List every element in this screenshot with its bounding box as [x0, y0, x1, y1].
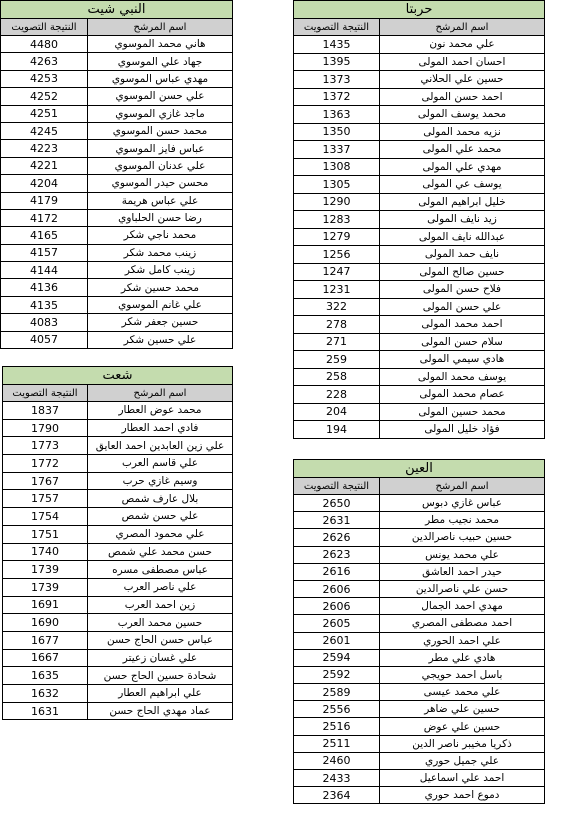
candidate-name: شحادة حسين الحاج حسن [88, 667, 233, 685]
vote-count: 2460 [294, 752, 380, 769]
vote-count: 1739 [3, 561, 88, 579]
table-row [294, 421, 545, 439]
table-row [294, 53, 545, 71]
candidate-name: حسين صالح المولى [380, 263, 545, 281]
table-row [1, 122, 233, 139]
table-row [3, 631, 233, 649]
vote-count: 1350 [294, 123, 380, 141]
candidate-name: محمد عوض العطار [88, 402, 233, 420]
table-row [1, 227, 233, 244]
table-row [294, 193, 545, 211]
vote-count: 1740 [3, 543, 88, 561]
candidate-name: علي غسان زعيتر [88, 649, 233, 667]
table-row [294, 770, 545, 787]
table-row [1, 88, 233, 105]
candidate-name: علي احمد الحوري [380, 632, 545, 649]
vote-count: 2623 [294, 546, 380, 563]
candidate-name: حسين علي الحلاني [380, 71, 545, 89]
table-row [294, 211, 545, 229]
table-nabi-sheet [0, 0, 233, 349]
vote-count: 1435 [294, 36, 380, 54]
vote-count: 204 [294, 403, 380, 421]
candidate-name: دموع احمد حوري [380, 787, 545, 804]
candidate-name: محمد حسين المولى [380, 403, 545, 421]
table-row [294, 495, 545, 512]
vote-count: 1337 [294, 141, 380, 159]
vote-count: 1667 [3, 649, 88, 667]
candidate-name: علي محمد عيسى [380, 684, 545, 701]
candidate-name: احمد حسن المولى [380, 88, 545, 106]
candidate-name: نزيه محمد المولى [380, 123, 545, 141]
table-row [3, 578, 233, 596]
table-row [294, 529, 545, 546]
candidate-name: مهدي عباس الموسوي [88, 70, 233, 87]
vote-count: 1739 [3, 578, 88, 596]
table-row [3, 472, 233, 490]
candidate-name: يوسف عي المولى [380, 176, 545, 194]
vote-count: 2594 [294, 649, 380, 666]
candidate-name: باسل احمد حويجي [380, 666, 545, 683]
vote-count: 4135 [1, 296, 88, 313]
vote-count: 1283 [294, 211, 380, 229]
column-header-candidate: اسم المرشح [88, 385, 233, 402]
table-row [3, 667, 233, 685]
vote-count: 1308 [294, 158, 380, 176]
column-header-result: النتيجة التصويت [294, 478, 380, 495]
candidate-name: علي عدنان الموسوي [88, 157, 233, 174]
vote-count: 2616 [294, 563, 380, 580]
vote-count: 4165 [1, 227, 88, 244]
table-row [3, 561, 233, 579]
candidate-name: احمد علي اسماعيل [380, 770, 545, 787]
vote-count: 1247 [294, 263, 380, 281]
candidate-name: عماد مهدي الحاج حسن [88, 702, 233, 720]
candidate-name: محمد علي المولى [380, 141, 545, 159]
candidate-name: محمد يوسف المولى [380, 106, 545, 124]
vote-count: 2606 [294, 598, 380, 615]
table-row [3, 402, 233, 420]
candidate-name: وسيم غازي حرب [88, 472, 233, 490]
table-row [294, 36, 545, 54]
table-row [294, 246, 545, 264]
candidate-name: محسن حيدر الموسوي [88, 175, 233, 192]
candidate-name: حسين علي ضاهر [380, 701, 545, 718]
table-row [1, 53, 233, 70]
table-row [294, 281, 545, 299]
table-row [3, 685, 233, 703]
table-row [294, 718, 545, 735]
candidate-name: علي محمود المصري [88, 525, 233, 543]
candidate-name: علي عباس هريمة [88, 192, 233, 209]
table-row [1, 157, 233, 174]
vote-count: 1837 [3, 402, 88, 420]
vote-count: 1754 [3, 508, 88, 526]
candidate-name: مهدي احمد الجمال [380, 598, 545, 615]
candidate-name: زينب كامل شكر [88, 262, 233, 279]
vote-count: 228 [294, 386, 380, 404]
table-row [294, 106, 545, 124]
table-row [1, 279, 233, 296]
vote-count: 259 [294, 351, 380, 369]
table-row [1, 105, 233, 122]
vote-count: 2511 [294, 735, 380, 752]
table-row [294, 228, 545, 246]
candidate-name: فادي احمد العطار [88, 419, 233, 437]
vote-count: 2364 [294, 787, 380, 804]
vote-count: 4144 [1, 262, 88, 279]
candidate-name: هادي سيمي المولى [380, 351, 545, 369]
vote-count: 1790 [3, 419, 88, 437]
candidate-name: عباس مصطفى مسره [88, 561, 233, 579]
table-harbata [293, 0, 545, 439]
vote-count: 2606 [294, 580, 380, 597]
vote-count: 2631 [294, 512, 380, 529]
vote-count: 4253 [1, 70, 88, 87]
vote-count: 258 [294, 368, 380, 386]
candidate-name: احمد مصطفى المصري [380, 615, 545, 632]
table-row [294, 701, 545, 718]
vote-count: 1772 [3, 455, 88, 473]
table-row [3, 649, 233, 667]
candidate-name: علي ناصر العرب [88, 578, 233, 596]
vote-count: 4136 [1, 279, 88, 296]
candidate-name: علي حسين شكر [88, 331, 233, 348]
vote-count: 2605 [294, 615, 380, 632]
table-row [1, 192, 233, 209]
table-row [3, 419, 233, 437]
vote-count: 271 [294, 333, 380, 351]
table-row [294, 787, 545, 804]
vote-count: 1690 [3, 614, 88, 632]
vote-count: 4252 [1, 88, 88, 105]
candidate-name: ذكريا مخيبر ناصر الدين [380, 735, 545, 752]
table-row [294, 735, 545, 752]
column-header-candidate: اسم المرشح [380, 478, 545, 495]
vote-count: 2626 [294, 529, 380, 546]
candidate-name: زين احمد العرب [88, 596, 233, 614]
vote-count: 1757 [3, 490, 88, 508]
vote-count: 1677 [3, 631, 88, 649]
candidate-name: احسان احمد المولى [380, 53, 545, 71]
vote-count: 2601 [294, 632, 380, 649]
candidate-name: مهدي علي المولى [380, 158, 545, 176]
vote-count: 4057 [1, 331, 88, 348]
vote-count: 322 [294, 298, 380, 316]
vote-count: 4083 [1, 314, 88, 331]
candidate-name: حسن علي ناصرالدين [380, 580, 545, 597]
table-row [294, 141, 545, 159]
table-row [1, 140, 233, 157]
vote-count: 1632 [3, 685, 88, 703]
candidate-name: زيد نايف المولى [380, 211, 545, 229]
table-row [3, 596, 233, 614]
candidate-name: فؤاد خليل المولى [380, 421, 545, 439]
vote-count: 4157 [1, 244, 88, 261]
column-header-result: النتيجة التصويت [1, 19, 88, 36]
table-shaat [2, 366, 233, 720]
candidate-name: محمد حسين شكر [88, 279, 233, 296]
vote-count: 1363 [294, 106, 380, 124]
candidate-name: علي حسن الموسوي [88, 88, 233, 105]
vote-count: 1631 [3, 702, 88, 720]
table-row [294, 71, 545, 89]
vote-count: 2589 [294, 684, 380, 701]
table-row [3, 437, 233, 455]
table-row [294, 176, 545, 194]
table-row [294, 546, 545, 563]
vote-count: 1372 [294, 88, 380, 106]
table-row [1, 175, 233, 192]
candidate-name: حسن محمد علي شمص [88, 543, 233, 561]
candidate-name: عبدالله نايف المولى [380, 228, 545, 246]
candidate-name: حسين حبيب ناصرالدين [380, 529, 545, 546]
table-row [294, 598, 545, 615]
table-row [294, 512, 545, 529]
table-row [1, 209, 233, 226]
vote-count: 2592 [294, 666, 380, 683]
table-row [3, 543, 233, 561]
table-row [1, 314, 233, 331]
candidate-name: خليل ابراهيم المولى [380, 193, 545, 211]
table-title: النبي شيت [1, 1, 233, 19]
column-header-candidate: اسم المرشح [380, 19, 545, 36]
vote-count: 2516 [294, 718, 380, 735]
vote-count: 194 [294, 421, 380, 439]
table-row [294, 684, 545, 701]
table-title: حربتا [294, 1, 545, 19]
candidate-name: حسين جعفر شكر [88, 314, 233, 331]
vote-count: 1231 [294, 281, 380, 299]
table-row [3, 455, 233, 473]
vote-count: 4245 [1, 122, 88, 139]
vote-count: 1751 [3, 525, 88, 543]
vote-count: 1290 [294, 193, 380, 211]
candidate-name: هادي علي مطر [380, 649, 545, 666]
candidate-name: نايف حمد المولى [380, 246, 545, 264]
candidate-name: بلال عارف شمص [88, 490, 233, 508]
table-row [294, 649, 545, 666]
table-row [1, 36, 233, 53]
candidate-name: ماجد غازي الموسوي [88, 105, 233, 122]
vote-count: 4251 [1, 105, 88, 122]
candidate-name: علي محمد يونس [380, 546, 545, 563]
vote-count: 4179 [1, 192, 88, 209]
candidate-name: محمد نجيب مطر [380, 512, 545, 529]
candidate-name: علي زين العابدين احمد العايق [88, 437, 233, 455]
candidate-name: عباس حسن الحاج حسن [88, 631, 233, 649]
vote-count: 4223 [1, 140, 88, 157]
vote-count: 1691 [3, 596, 88, 614]
vote-count: 1373 [294, 71, 380, 89]
vote-count: 2556 [294, 701, 380, 718]
table-row [294, 316, 545, 334]
table-row [1, 296, 233, 313]
table-row [294, 298, 545, 316]
vote-count: 1305 [294, 176, 380, 194]
table-row [294, 615, 545, 632]
column-header-result: النتيجة التصويت [294, 19, 380, 36]
candidate-name: سلام حسن المولى [380, 333, 545, 351]
table-row [294, 88, 545, 106]
table-row [294, 403, 545, 421]
table-row [3, 614, 233, 632]
candidate-name: علي جميل حوري [380, 752, 545, 769]
vote-count: 4221 [1, 157, 88, 174]
candidate-name: زينب محمد شكر [88, 244, 233, 261]
candidate-name: احمد محمد المولى [380, 316, 545, 334]
table-row [294, 333, 545, 351]
vote-count: 4172 [1, 209, 88, 226]
table-row [3, 525, 233, 543]
table-row [294, 368, 545, 386]
candidate-name: علي حسن المولى [380, 298, 545, 316]
candidate-name: علي ابراهيم العطار [88, 685, 233, 703]
table-row [294, 632, 545, 649]
table-row [294, 666, 545, 683]
table-row [294, 386, 545, 404]
table-row [294, 752, 545, 769]
candidate-name: عباس غازي دبوس [380, 495, 545, 512]
candidate-name: جهاد علي الموسوي [88, 53, 233, 70]
candidate-name: علي حسن شمص [88, 508, 233, 526]
candidate-name: فلاح حسن المولى [380, 281, 545, 299]
table-row [294, 563, 545, 580]
vote-count: 4480 [1, 36, 88, 53]
candidate-name: محمد حسن الموسوي [88, 122, 233, 139]
table-row [1, 70, 233, 87]
candidate-name: هاني محمد الموسوي [88, 36, 233, 53]
candidate-name: محمد ناجي شكر [88, 227, 233, 244]
candidate-name: علي محمد نون [380, 36, 545, 54]
candidate-name: حيدر احمد العاشق [380, 563, 545, 580]
table-ain [293, 459, 545, 804]
vote-count: 1773 [3, 437, 88, 455]
candidate-name: حسين علي عوض [380, 718, 545, 735]
vote-count: 278 [294, 316, 380, 334]
table-title: العين [294, 460, 545, 478]
vote-count: 1256 [294, 246, 380, 264]
vote-count: 2650 [294, 495, 380, 512]
candidate-name: عباس فايز الموسوي [88, 140, 233, 157]
candidate-name: علي غانم الموسوي [88, 296, 233, 313]
table-row [294, 351, 545, 369]
vote-count: 1395 [294, 53, 380, 71]
table-row [294, 158, 545, 176]
table-row [294, 123, 545, 141]
table-row [3, 490, 233, 508]
candidate-name: عصام محمد المولى [380, 386, 545, 404]
column-header-candidate: اسم المرشح [88, 19, 233, 36]
column-header-result: النتيجة التصويت [3, 385, 88, 402]
table-row [1, 331, 233, 348]
table-row [3, 508, 233, 526]
vote-count: 1635 [3, 667, 88, 685]
candidate-name: رضا حسن الحلباوي [88, 209, 233, 226]
vote-count: 1767 [3, 472, 88, 490]
candidate-name: علي قاسم العرب [88, 455, 233, 473]
candidate-name: حسين محمد العرب [88, 614, 233, 632]
vote-count: 2433 [294, 770, 380, 787]
table-title: شعت [3, 367, 233, 385]
table-row [1, 244, 233, 261]
vote-count: 4263 [1, 53, 88, 70]
table-row [294, 263, 545, 281]
vote-count: 4204 [1, 175, 88, 192]
table-row [3, 702, 233, 720]
candidate-name: يوسف محمد المولى [380, 368, 545, 386]
table-row [294, 580, 545, 597]
vote-count: 1279 [294, 228, 380, 246]
table-row [1, 262, 233, 279]
